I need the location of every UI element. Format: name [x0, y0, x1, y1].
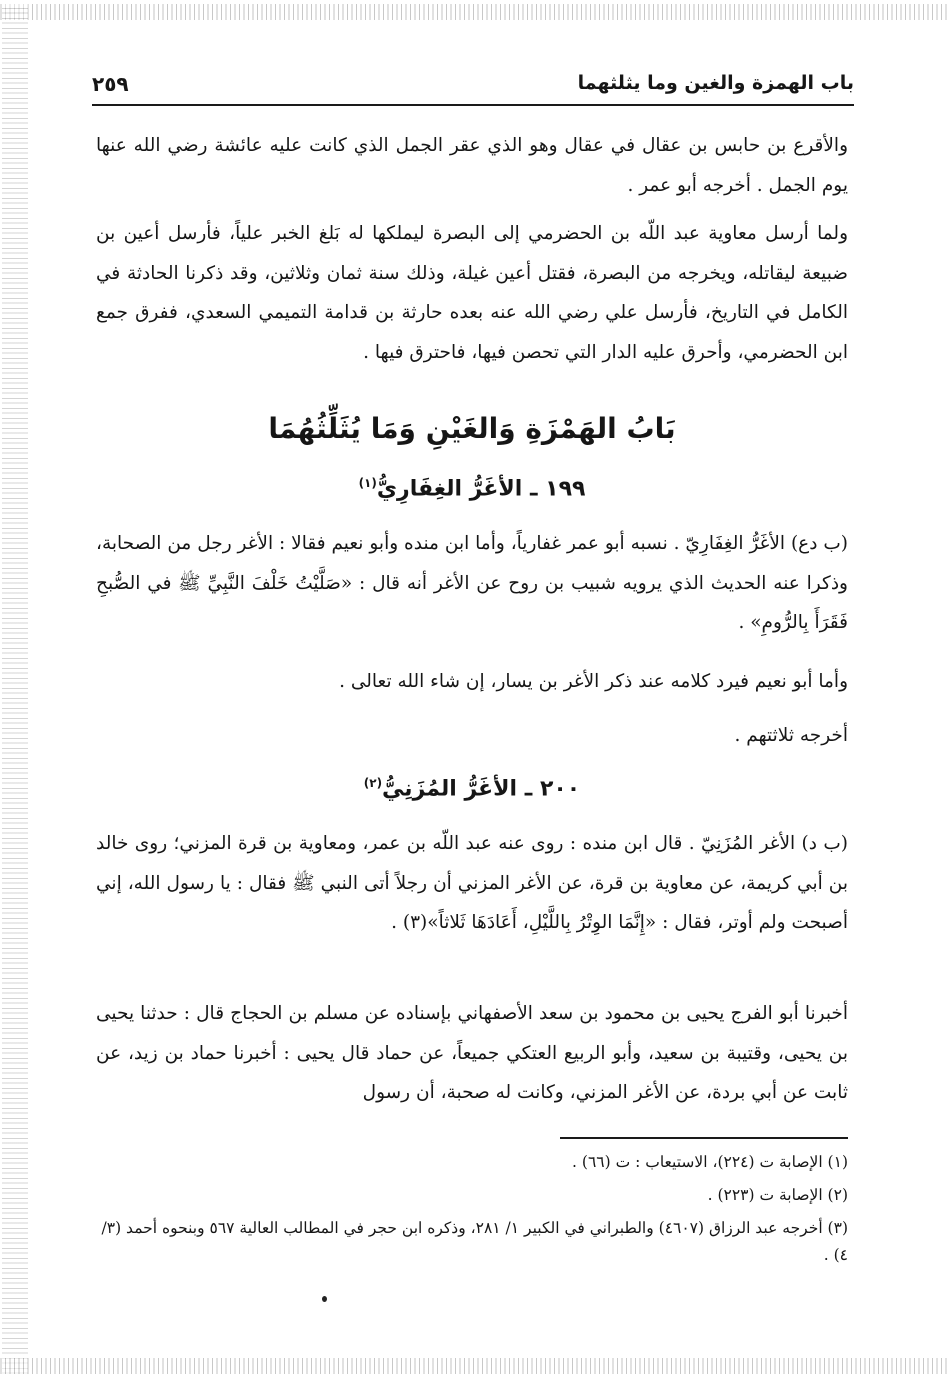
entry-199-paragraph-2: وأما أبو نعيم فيرد كلامه عند ذكر الأغر بن يسار، إن شاء الله تعالى . — [339, 671, 848, 692]
print-speck — [322, 1296, 327, 1302]
intro-paragraph-2: ولما أرسل معاوية عبد اللّه بن الحضرمي إلى البصرة ليملكها له بَلغ الخبر علياً، فأرسل أعين بن ضبيعة ليقاتله، ويخرجه من البصرة، فقتل أعين غيلة، وذلك سنة ثمان وثلاثين، وقد ذكرنا الحادثة في الكامل في التاريخ، فأرسل علي رضي الله عنه بعده حارثة بن قدامة التميمي السعدي، ففرق جمع ابن الحضرمي، وأحرق عليه الدار التي تحصن فيها، فاحترق فيها . — [96, 223, 848, 363]
footnote-separator — [560, 1137, 848, 1139]
page-header — [92, 72, 854, 106]
entry-200-paragraph-1: (ب د) الأغر المُزَنِيّ . قال ابن منده : روى عنه عبد اللّه بن عمر، ومعاوية بن قرة المزني؛ روى خالد بن أبي كريمة، عن معاوية بن قرة، عن الأغر المزني أن رجلاً أتى النبي ﷺ فقال : يا رسول الله، إني أصبحت ولم أوتر، فقال : «إِنَّمَا الوِتْرُ بِاللَّيْلِ، أَعَادَهَا ثَلاثاً»(٣) . — [96, 833, 848, 933]
entry-title-199-ref: (١) — [358, 476, 377, 490]
running-title: باب الهمزة والغين وما يثلثهما — [577, 72, 854, 94]
entry-title-200-ref: (٢) — [363, 776, 383, 790]
entry-title-199 — [96, 476, 848, 501]
intro-paragraph-1: والأقرع بن حابس بن عقال في عقال وهو الذي عقر الجمل الذي كانت عليه عائشة رضي الله عنها يوم الجمل . أخرجه أبو عمر . — [96, 135, 848, 196]
footnote-3: (٣) أخرجه عبد الرزاق (٤٦٠٧) والطبراني في الكبير ١/ ٢٨١، وذكره ابن حجر في المطالب العالية ٥٦٧ وبنحوه أحمد (٣/ ٤) . — [101, 1219, 848, 1264]
footnote-2: (٢) الإصابة ت (٢٢٣) . — [707, 1186, 848, 1204]
entry-200-paragraph-2: أخبرنا أبو الفرج يحيى بن محمود بن سعد الأصفهاني بإسناده عن مسلم بن الحجاج قال : حدثنا يحيى بن يحيى، وقتيبة بن سعيد، وأبو الربيع العتكي جميعاً، عن حماد قال يحيى : أخبرنا حماد بن زيد، عن ثابت عن أبي بردة، عن الأغر المزني، وكانت له صحبة، أن رسول — [96, 1003, 848, 1103]
entry-199-paragraph-3: أخرجه ثلاثتهم . — [734, 725, 848, 746]
chapter-title: بَابُ الهَمْزَةِ وَالغَيْنِ وَمَا يُثَلِّثُهُمَا — [268, 412, 676, 445]
footnote-1: (١) الإصابة ت (٢٢٤)، الاستيعاب : ت (٦٦) . — [572, 1153, 848, 1171]
entry-199-paragraph-1: (ب دع) الأغَرُّ الغِفَارِيّ . نسبه أبو عمر غفارياً، وأما ابن منده وأبو نعيم فقالا : الأغر رجل من الصحابة، وذكرا عنه الحديث الذي يرويه شبيب بن روح عن الأغر أنه قال : «صَلَّيْتُ خَلْفَ النَّبِيِّ ﷺ في الصُّبحِ فَقَرَأَ بِالرُّومِ» . — [96, 533, 848, 633]
page-number: ٢٥٩ — [92, 72, 129, 96]
entry-title-199-text: ١٩٩ ـ الأغَرُّ الغِفَارِيُّ — [376, 476, 586, 502]
header-rule — [92, 104, 854, 106]
entry-title-200 — [96, 776, 848, 801]
footnotes — [96, 1149, 848, 1275]
entry-title-200-text: ٢٠٠ ـ الأغَرُّ المُزَنِيُّ — [382, 776, 581, 802]
